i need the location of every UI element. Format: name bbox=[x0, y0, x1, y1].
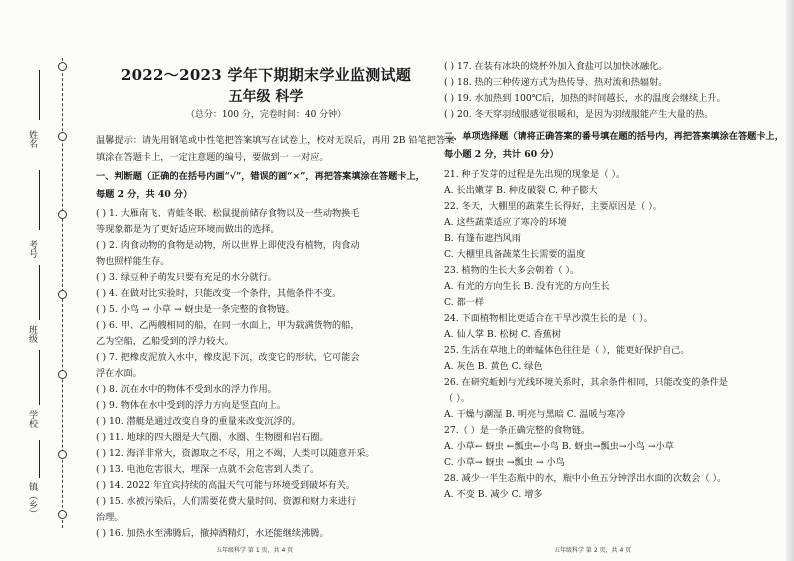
question-line: ( ) 16. 加热水至沸腾后，撤掉酒精灯，水还能继续沸腾。 bbox=[96, 528, 329, 539]
option-line: C. 大棚里具备蔬菜生长需要的温度 bbox=[444, 249, 586, 260]
question-line: 25. 生活在草地上的蚱蜢体色往往是（ ），能更好保护自己。 bbox=[444, 345, 690, 356]
question-line: 26. 在研究蚯蚓与光线环境关系时，其余条件相同，只能改变的条件是 bbox=[444, 377, 728, 388]
question-line: ( ) 19. 水加热到 100℃后，加热的时间越长，水的温度会继续上升。 bbox=[444, 93, 726, 104]
binding-fill-line bbox=[39, 170, 40, 230]
question-line: ( ) 1. 大雁南飞、青蛙冬眠、松鼠提前储存食物以及一些动物换毛 bbox=[96, 208, 360, 219]
option-line: A. 长出嫩芽 B. 种皮破裂 C. 种子膨大 bbox=[444, 185, 598, 196]
question-line: ( ) 17. 在装有冰块的烧杯外加入食盐可以加快冰融化。 bbox=[444, 61, 668, 72]
question-line: ( ) 15. 水被污染后，人们需要花费大量时间、资源和财力来进行 bbox=[96, 496, 357, 507]
question-line: ( ) 12. 海洋非常大，资源取之不尽，用之不竭，人类可以随意开采。 bbox=[96, 448, 375, 459]
option-line: A. 小草← 蚜虫 ←瓢虫←小鸟 B. 蚜虫→瓢虫→小鸟 →小草 bbox=[444, 441, 674, 452]
binding-hole bbox=[58, 290, 67, 299]
option-line: A. 仙人掌 B. 松树 C. 香蕉树 bbox=[444, 329, 561, 340]
page-footer: 五年级科学 第 2 页，共 4 页 bbox=[554, 547, 632, 554]
question-line: 等现象都是为了更好适应环境而做出的选择。 bbox=[96, 224, 280, 235]
notice-line: 温馨提示：请先用钢笔或中性笔把答案填写在试卷上，校对无误后，再用 2B 铅笔把答案 bbox=[96, 135, 455, 146]
question-line: ( ) 13. 电池危害很大，埋深一点就不会危害到人类了。 bbox=[96, 464, 320, 475]
question-line: 治理。 bbox=[96, 512, 124, 523]
binding-hole bbox=[58, 62, 67, 71]
question-line: ( ) 10. 潜艇是通过改变自身的重量来改变沉浮的。 bbox=[96, 416, 302, 427]
question-line: 乙为空船，乙船受到的浮力较大。 bbox=[96, 336, 234, 347]
option-line: B. 有篷布遮挡风雨 bbox=[444, 233, 521, 244]
exam-meta: （总分：100 分，完卷时间：40 分钟） bbox=[185, 110, 347, 120]
question-line: ( ) 4. 在做对比实验时，只能改变一个条件，其他条件不变。 bbox=[96, 288, 342, 299]
exam-title: 2022～2023 学年下期期末学业监测试题 bbox=[120, 66, 412, 84]
binding-fill-line bbox=[39, 440, 40, 478]
binding-label-town: 镇（乡） bbox=[27, 482, 37, 518]
question-line: 物也照样能生存。 bbox=[96, 256, 170, 267]
binding-hole bbox=[58, 370, 67, 379]
binding-label-name: 姓名 bbox=[27, 130, 37, 148]
question-line: 27.（ ）是一条正确完整的食物链。 bbox=[444, 425, 591, 436]
question-line: ( ) 18. 热的三种传递方式为热传导、热对流和热辐射。 bbox=[444, 77, 668, 88]
question-line: 22. 冬天，大棚里的蔬菜生长得好，主要原因是（ ）。 bbox=[444, 201, 662, 212]
option-line: A. 这些蔬菜适应了寒冷的环境 bbox=[444, 217, 567, 228]
binding-fill-line bbox=[39, 70, 40, 120]
notice-line: 填涂在答题卡上，一定注意题的编号，要做到一 一对应。 bbox=[96, 152, 329, 163]
question-line: 21. 种子发芽的过程是先出现的现象是（ ）。 bbox=[444, 169, 626, 180]
question-line: ( ) 14. 2022 年宜宾持续的高温天气可能与环境受到破坏有关。 bbox=[96, 480, 355, 491]
binding-margin bbox=[0, 0, 82, 561]
question-line: ( ) 11. 地球的四大圈是大气圈、水圈、生物圈和岩石圈。 bbox=[96, 432, 329, 443]
binding-fill-line bbox=[39, 265, 40, 320]
binding-hole bbox=[58, 132, 67, 141]
question-line: ( ) 3. 绿豆种子萌发只要有充足的水分就行。 bbox=[96, 272, 277, 283]
question-line: ( ) 7. 把橡皮泥放入水中，橡皮泥下沉，改变它的形状，它可能会 bbox=[96, 352, 360, 363]
scan-edge bbox=[786, 0, 794, 561]
question-line: ( ) 9. 物体在水中受到的浮力方向是竖直向上。 bbox=[96, 400, 287, 411]
page-footer: 五年级科学 第 1 页，共 4 页 bbox=[216, 547, 294, 554]
option-line: A. 干燥与潮湿 B. 明亮与黑暗 C. 温暖与寒冷 bbox=[444, 409, 626, 420]
binding-label-school: 学校 bbox=[27, 410, 37, 428]
option-line: C. 都一样 bbox=[444, 297, 485, 308]
section-heading: 一、判断题（正确的在括号内画“√”，错误的画“×”，再把答案填涂在答题卡上， bbox=[96, 171, 425, 182]
binding-hole bbox=[58, 210, 67, 219]
option-line: A. 有光的方向生长 B. 没有光的方向生长 bbox=[444, 281, 610, 292]
question-line: 23. 植物的生长大多会朝着（ ）。 bbox=[444, 265, 580, 276]
binding-label-exam-number: 考号 bbox=[27, 240, 37, 258]
option-line: A. 灰色 B. 黄色 C. 绿色 bbox=[444, 361, 543, 372]
binding-hole bbox=[58, 450, 67, 459]
question-line: ( ) 2. 肉食动物的食物是动物，所以世界上即使没有植物，肉食动 bbox=[96, 240, 360, 251]
binding-fill-line bbox=[39, 350, 40, 405]
question-line: 24. 下面植物相比更适合在干旱沙漠生长的是（ ）。 bbox=[444, 313, 653, 324]
question-line: （ ）。 bbox=[444, 393, 470, 404]
exam-subtitle: 五年级 科学 bbox=[228, 89, 304, 105]
question-line: ( ) 6. 甲、乙两艘相同的船，在同一水面上，甲为载满货物的船， bbox=[96, 320, 360, 331]
option-line: A. 不变 B. 减少 C. 增多 bbox=[444, 489, 543, 500]
section-heading: 二、单项选择题（请将正确答案的番号填在题的括号内，再把答案填涂在答题卡上， bbox=[444, 131, 784, 142]
question-line: ( ) 20. 冬天穿羽绒服感觉很暖和，是因为羽绒服能产生大量的热。 bbox=[444, 109, 714, 120]
question-line: 浮在水面。 bbox=[96, 368, 142, 379]
question-line: ( ) 5. 小鸟 → 小草 → 蚜虫是一条完整的食物链。 bbox=[96, 304, 295, 315]
section-heading: 每小题 2 分，共计 60 分） bbox=[444, 149, 559, 160]
question-line: ( ) 8. 沉在水中的物体不受到水的浮力作用。 bbox=[96, 384, 277, 395]
question-line: 28. 减少一半生态瓶中的水，瓶中小鱼五分钟浮出水面的次数会（ ）。 bbox=[444, 473, 727, 484]
option-line: C. 小草→ 蚜虫 →瓢虫 → 小鸟 bbox=[444, 457, 565, 468]
binding-hole bbox=[58, 510, 67, 519]
binding-label-class: 班级 bbox=[27, 325, 37, 343]
section-heading: 每题 2 分，共 40 分） bbox=[96, 189, 193, 200]
